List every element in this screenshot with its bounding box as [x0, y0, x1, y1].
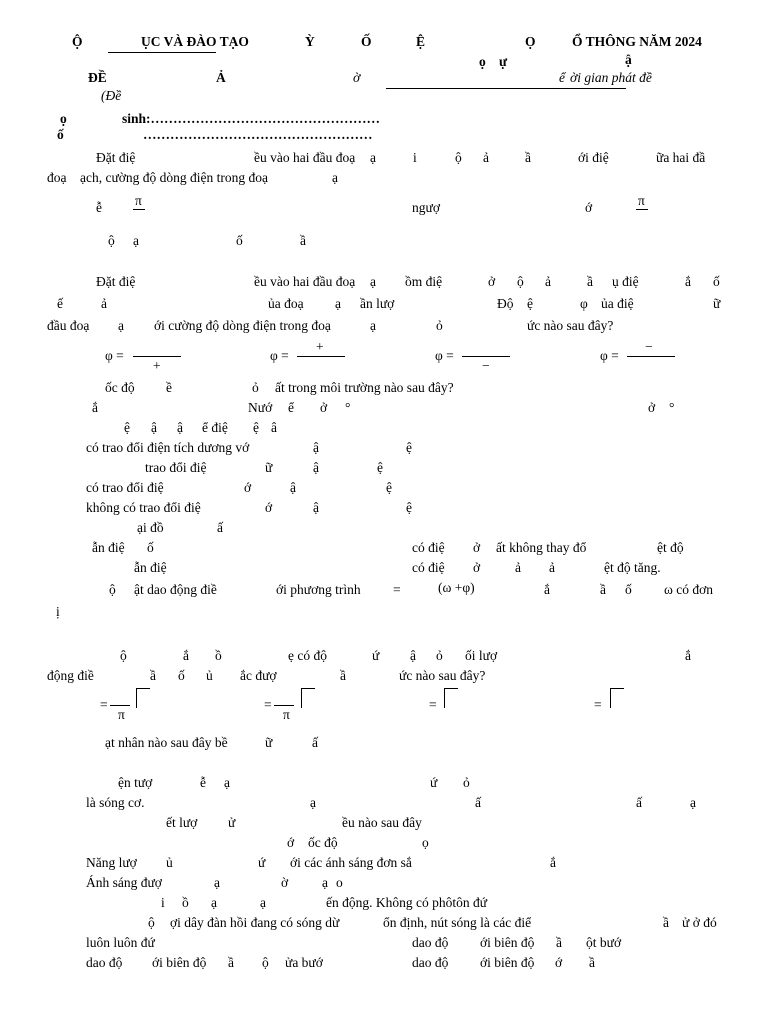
- header-exam-4: Ọ: [525, 34, 536, 49]
- text-fragment: ả: [549, 560, 555, 575]
- text-fragment: ấ: [475, 795, 481, 810]
- answer-a-eq: =: [100, 697, 108, 712]
- text-fragment: ầ: [556, 935, 562, 950]
- answer-b-sqrt: [295, 690, 317, 710]
- text-fragment: ện tượ: [118, 775, 153, 790]
- text-fragment: ớ: [555, 955, 563, 970]
- text-fragment: dao độ: [86, 955, 123, 970]
- text-fragment: ử ở đó: [682, 915, 717, 930]
- text-fragment: ẫn điệ: [92, 540, 125, 555]
- text-fragment: ạ: [260, 895, 266, 910]
- text-fragment: ộ: [148, 915, 155, 930]
- text-fragment: ạt nhân nào sau đây bề: [105, 735, 228, 750]
- text-fragment: ết lượ: [166, 815, 198, 830]
- text-fragment: ồ: [215, 648, 222, 663]
- text-fragment: ể điệ: [202, 420, 228, 435]
- text-fragment: ệ: [527, 296, 533, 311]
- text-fragment: ở: [320, 400, 328, 415]
- text-fragment: ộ: [120, 648, 127, 663]
- text-fragment: ầ: [150, 668, 156, 683]
- text-fragment: ố: [625, 582, 632, 597]
- text-fragment: Năng lượ: [86, 855, 137, 870]
- text-fragment: i: [161, 895, 165, 910]
- header-de: ĐỀ: [88, 70, 107, 85]
- text-fragment: ậ: [177, 420, 183, 435]
- text-fragment: ộ: [517, 274, 524, 289]
- text-fragment: ần lượ: [360, 296, 395, 311]
- text-fragment: ớ: [287, 835, 295, 850]
- text-fragment: Độ: [497, 296, 514, 311]
- text-fragment: động điề: [47, 668, 94, 683]
- text-fragment: ạ: [133, 233, 139, 248]
- text-fragment: ạch, cường độ dòng điện trong đoạ: [80, 170, 269, 185]
- text-fragment: ậ: [313, 460, 319, 475]
- answer-d-phi: φ =: [600, 348, 619, 363]
- text-fragment: đầu đoạ: [47, 318, 90, 333]
- answer-d-minus: −: [645, 339, 653, 354]
- text-fragment: Đặt điệ: [96, 150, 136, 165]
- text-fragment: ạ: [690, 795, 696, 810]
- header-subject-2: ự: [499, 54, 508, 69]
- answer-b-bar: [274, 705, 294, 706]
- text-fragment: ới biên độ: [480, 935, 535, 950]
- text-fragment: ứ: [372, 648, 380, 663]
- text-fragment: ạ: [211, 895, 217, 910]
- text-fragment: ngượ: [412, 200, 440, 215]
- text-fragment: °: [345, 400, 351, 415]
- text-fragment: ễ: [96, 200, 102, 215]
- text-fragment: ậ: [290, 480, 296, 495]
- header-time-text: ời gian phát đề: [570, 70, 652, 85]
- answer-a-plus: +: [153, 358, 161, 373]
- text-fragment: ữ: [713, 296, 721, 311]
- text-fragment: dao độ: [412, 935, 449, 950]
- text-fragment: dao độ: [412, 955, 449, 970]
- text-fragment: ạ: [370, 150, 376, 165]
- text-fragment: có trao đổi điệ: [86, 480, 164, 495]
- text-fragment: ật dao động điề: [134, 582, 217, 597]
- text-fragment: ạ: [322, 875, 328, 890]
- text-fragment: ất trong môi trường nào sau đây?: [275, 380, 454, 395]
- header-exam-2: Ố: [361, 34, 372, 49]
- text-fragment: trao đổi điệ: [145, 460, 207, 475]
- text-fragment: ắ: [685, 274, 691, 289]
- text-fragment: ốc độ: [308, 835, 338, 850]
- text-fragment: ắ: [92, 400, 98, 415]
- text-fragment: ối lượ: [465, 648, 498, 663]
- text-fragment: ở: [488, 274, 496, 289]
- header-exam-title: Ổ THÔNG NĂM 2024: [572, 34, 702, 49]
- text-fragment: ố: [147, 540, 154, 555]
- text-fragment: ồm điệ: [405, 274, 443, 289]
- text-fragment: Đặt điệ: [96, 274, 136, 289]
- text-fragment: ệ: [406, 440, 412, 455]
- text-fragment: ữa hai đầ: [656, 150, 706, 165]
- header-ministry-2: ỤC VÀ ĐÀO TẠO: [141, 34, 249, 49]
- text-fragment: ậ: [313, 440, 319, 455]
- text-fragment: ều nào sau đây: [342, 815, 422, 830]
- text-fragment: (ω +φ): [438, 580, 475, 595]
- text-fragment: φ: [580, 296, 588, 311]
- text-fragment: ố: [178, 668, 185, 683]
- answer-c-bar: [462, 356, 510, 357]
- text-fragment: ới biên độ: [152, 955, 207, 970]
- header-de-note: (Đề: [101, 88, 122, 103]
- header-time-underline: [386, 88, 626, 89]
- text-fragment: ứ: [258, 855, 266, 870]
- text-fragment: ứ: [430, 775, 438, 790]
- text-fragment: ức nào sau đây?: [527, 318, 614, 333]
- header-underline: [108, 52, 216, 53]
- text-fragment: ầ: [300, 233, 306, 248]
- text-fragment: o: [336, 875, 343, 890]
- text-fragment: luôn luôn đứ: [86, 935, 155, 950]
- text-fragment: ả: [515, 560, 521, 575]
- text-fragment: ạ: [332, 170, 338, 185]
- text-fragment: ể: [288, 400, 294, 415]
- text-fragment: ắ: [550, 855, 556, 870]
- text-fragment: ạ: [214, 875, 220, 890]
- text-fragment: ều vào hai đầu đoạ: [254, 274, 356, 289]
- text-fragment: ủ: [166, 855, 173, 870]
- text-fragment: ờ: [281, 875, 289, 890]
- text-fragment: ả: [483, 150, 489, 165]
- answer-b-eq: =: [264, 697, 272, 712]
- answer-a-pi: π: [118, 707, 125, 722]
- text-fragment: π: [638, 193, 645, 208]
- answer-c-eq: =: [429, 697, 437, 712]
- answer-a-phi: φ =: [105, 348, 124, 363]
- text-fragment: ồ: [182, 895, 189, 910]
- text-fragment: ấ: [312, 735, 318, 750]
- text-fragment: °: [669, 400, 675, 415]
- text-fragment: ả: [101, 296, 107, 311]
- text-fragment: ắ: [544, 582, 550, 597]
- text-fragment: ất không thay đổ: [496, 540, 587, 555]
- text-fragment: ỏ: [252, 380, 259, 395]
- header-ministry: Ộ: [72, 34, 83, 49]
- header-subject-3: ậ: [625, 52, 632, 67]
- answer-d-eq: =: [594, 697, 602, 712]
- text-fragment: ề: [166, 380, 172, 395]
- text-fragment: ạ: [224, 775, 230, 790]
- text-fragment: ụ điệ: [612, 274, 639, 289]
- text-fragment: không có trao đổi điệ: [86, 500, 201, 515]
- text-fragment: ộ: [262, 955, 269, 970]
- text-fragment: ới phương trình: [276, 582, 361, 597]
- text-fragment: ệ: [124, 420, 130, 435]
- text-fragment: ệ: [406, 500, 412, 515]
- text-fragment: đoạ: [47, 170, 67, 185]
- text-fragment: π: [135, 193, 142, 208]
- text-fragment: ạ: [335, 296, 341, 311]
- answer-b-phi: φ =: [270, 348, 289, 363]
- text-fragment: ở: [473, 560, 481, 575]
- text-fragment: ạ: [118, 318, 124, 333]
- text-fragment: ều vào hai đầu đoạ: [254, 150, 356, 165]
- text-fragment: ủa đoạ: [268, 296, 304, 311]
- text-fragment: ắc đượ: [240, 668, 277, 683]
- candidate-name-field[interactable]: sinh:……………………………………………: [122, 111, 381, 126]
- text-fragment: ới biên độ: [480, 955, 535, 970]
- header-exam-3: Ệ: [416, 34, 426, 49]
- text-fragment: =: [393, 582, 401, 597]
- answer-b-bar: [297, 356, 345, 357]
- candidate-name-label: ọ: [60, 111, 67, 126]
- fraction-bar: [636, 209, 648, 210]
- text-fragment: â: [271, 420, 277, 435]
- header-subject-1: ọ: [479, 54, 486, 69]
- text-fragment: ạ: [370, 318, 376, 333]
- header-exam-1: Ỳ: [305, 34, 315, 49]
- text-fragment: Ánh sáng đượ: [86, 875, 162, 890]
- text-fragment: ạ: [310, 795, 316, 810]
- header-a: Ả: [216, 70, 226, 85]
- text-fragment: ớ: [244, 480, 252, 495]
- text-fragment: ại đồ: [137, 520, 164, 535]
- text-fragment: ới điệ: [578, 150, 609, 165]
- text-fragment: có trao đổi điện tích dương vớ: [86, 440, 250, 455]
- text-fragment: ở: [648, 400, 656, 415]
- text-fragment: i: [413, 150, 417, 165]
- text-fragment: ọ: [422, 835, 429, 850]
- answer-a-bar: [133, 356, 181, 357]
- text-fragment: ả: [545, 274, 551, 289]
- text-fragment: ầ: [587, 274, 593, 289]
- candidate-number-field[interactable]: ……………………………………………: [143, 127, 373, 142]
- text-fragment: ới cường độ dòng điện trong đoạ: [154, 318, 331, 333]
- text-fragment: ẫn điệ: [134, 560, 167, 575]
- text-fragment: ố: [713, 274, 720, 289]
- text-fragment: ầ: [600, 582, 606, 597]
- text-fragment: ắ: [183, 648, 189, 663]
- answer-a-bar: [110, 705, 130, 706]
- text-fragment: ỏ: [463, 775, 470, 790]
- text-fragment: ẹ có độ: [288, 648, 327, 663]
- text-fragment: ễ: [200, 775, 206, 790]
- text-fragment: ỏ: [436, 318, 443, 333]
- text-fragment: ột bướ: [586, 935, 622, 950]
- text-fragment: ấ: [636, 795, 642, 810]
- text-fragment: ầ: [340, 668, 346, 683]
- text-fragment: ỏ: [436, 648, 443, 663]
- text-fragment: ức nào sau đây?: [399, 668, 486, 683]
- header-time-2: ể: [559, 70, 565, 85]
- text-fragment: ầ: [589, 955, 595, 970]
- fraction-bar: [133, 209, 145, 210]
- answer-d-bar: [627, 356, 675, 357]
- text-fragment: ến động. Không có phôtôn đứ: [326, 895, 488, 910]
- text-fragment: ới các ánh sáng đơn sắ: [290, 855, 412, 870]
- text-fragment: ắ: [685, 648, 691, 663]
- text-fragment: ố: [236, 233, 243, 248]
- text-fragment: ở: [473, 540, 481, 555]
- text-fragment: ổn định, nút sóng là các điể: [383, 915, 532, 930]
- answer-a-sqrt: [130, 690, 152, 710]
- text-fragment: ạ: [370, 274, 376, 289]
- text-fragment: ậ: [151, 420, 157, 435]
- text-fragment: ử: [228, 815, 236, 830]
- text-fragment: ớ: [585, 200, 593, 215]
- text-fragment: ấ: [217, 520, 223, 535]
- text-fragment: Nướ: [248, 400, 273, 415]
- text-fragment: ợi dây đàn hồi đang có sóng dừ: [170, 915, 340, 930]
- text-fragment: ốc độ: [105, 380, 135, 395]
- text-fragment: ị: [56, 604, 60, 619]
- text-fragment: ệ: [253, 420, 259, 435]
- text-fragment: ầ: [228, 955, 234, 970]
- text-fragment: có điệ: [412, 560, 445, 575]
- text-fragment: ệ: [386, 480, 392, 495]
- text-fragment: ớ: [265, 500, 273, 515]
- text-fragment: ửa bướ: [285, 955, 323, 970]
- text-fragment: ậ: [313, 500, 319, 515]
- text-fragment: ệt độ tăng.: [604, 560, 661, 575]
- answer-c-phi: φ =: [435, 348, 454, 363]
- text-fragment: ộ: [108, 233, 115, 248]
- text-fragment: ế: [57, 296, 63, 311]
- text-fragment: ệ: [377, 460, 383, 475]
- text-fragment: ộ: [109, 582, 116, 597]
- candidate-number-label: ố: [57, 127, 64, 142]
- answer-b-plus: +: [316, 339, 324, 354]
- text-fragment: ộ: [455, 150, 462, 165]
- text-fragment: ữ: [265, 460, 273, 475]
- text-fragment: có điệ: [412, 540, 445, 555]
- text-fragment: ệt độ: [657, 540, 684, 555]
- answer-c-minus: −: [482, 358, 490, 373]
- text-fragment: ω có đơn: [664, 582, 714, 597]
- answer-b-pi: π: [283, 707, 290, 722]
- answer-d-sqrt: [604, 690, 626, 710]
- text-fragment: ủ: [206, 668, 213, 683]
- text-fragment: ậ: [410, 648, 416, 663]
- header-time-1: ờ: [353, 70, 361, 85]
- text-fragment: ầ: [525, 150, 531, 165]
- answer-c-sqrt: [438, 690, 460, 710]
- text-fragment: là sóng cơ.: [86, 795, 145, 810]
- text-fragment: ầ: [663, 915, 669, 930]
- text-fragment: ữ: [265, 735, 273, 750]
- text-fragment: ủa điệ: [601, 296, 634, 311]
